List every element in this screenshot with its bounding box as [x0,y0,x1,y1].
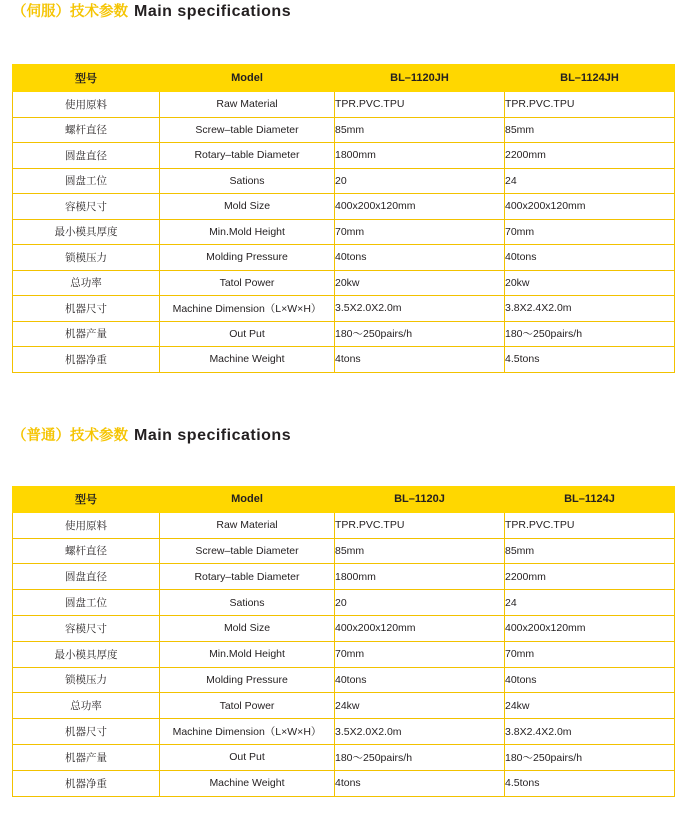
cell-value-b: TPR.PVC.TPU [505,512,675,538]
table-row [13,744,675,770]
cell-label-en: Tatol Power [160,693,335,719]
table-row [13,219,675,245]
table-row [13,296,675,322]
cell-value-a: 180～250pairs/h [335,321,505,347]
column-header-bl1120j: BL–1120J [335,487,505,513]
table-row [13,194,675,220]
table-row [13,117,675,143]
table-row [13,564,675,590]
cell-label-cn: 锁模压力 [13,245,160,271]
cell-value-a: 70mm [335,641,505,667]
section-heading-en: Main specifications [134,427,292,444]
cell-value-a: 4tons [335,347,505,373]
column-header-bl1124j: BL–1124J [505,487,675,513]
cell-value-b: 180～250pairs/h [505,744,675,770]
cell-value-a: 70mm [335,219,505,245]
cell-label-cn: 圆盘直径 [13,143,160,169]
cell-value-b: TPR.PVC.TPU [505,92,675,118]
cell-value-b: 70mm [505,219,675,245]
cell-label-en: Out Put [160,321,335,347]
cell-label-cn: 最小模具厚度 [13,641,160,667]
section-heading-standard [0,424,700,445]
cell-value-b: 4.5tons [505,770,675,796]
cell-label-cn: 圆盘直径 [13,564,160,590]
cell-value-b: 24 [505,168,675,194]
cell-label-cn: 机器尺寸 [13,296,160,322]
cell-value-a: 20 [335,168,505,194]
table-header-row [13,487,675,513]
cell-value-b: 4.5tons [505,347,675,373]
cell-label-en: Min.Mold Height [160,641,335,667]
cell-value-b: 3.8X2.4X2.0m [505,719,675,745]
table-row [13,770,675,796]
cell-value-a: 3.5X2.0X2.0m [335,719,505,745]
cell-value-b: 3.8X2.4X2.0m [505,296,675,322]
cell-label-cn: 容模尺寸 [13,615,160,641]
table-row [13,512,675,538]
cell-label-cn: 总功率 [13,693,160,719]
cell-label-en: Rotary–table Diameter [160,564,335,590]
cell-value-a: 1800mm [335,564,505,590]
cell-value-b: 40tons [505,667,675,693]
table-row [13,693,675,719]
cell-label-en: Min.Mold Height [160,219,335,245]
cell-label-en: Mold Size [160,194,335,220]
table-row [13,168,675,194]
cell-value-b: 85mm [505,117,675,143]
table-header-row [13,65,675,92]
table-row [13,321,675,347]
cell-value-a: 4tons [335,770,505,796]
cell-value-b: 400x200x120mm [505,615,675,641]
cell-label-cn: 最小模具厚度 [13,219,160,245]
cell-label-cn: 使用原料 [13,92,160,118]
table-row [13,641,675,667]
cell-value-b: 400x200x120mm [505,194,675,220]
cell-value-b: 85mm [505,538,675,564]
column-header-model-cn: 型号 [13,65,160,92]
cell-value-a: 180～250pairs/h [335,744,505,770]
cell-value-a: 85mm [335,538,505,564]
table-row [13,667,675,693]
column-header-model-en: Model [160,487,335,513]
cell-label-cn: 锁模压力 [13,667,160,693]
cell-value-b: 180～250pairs/h [505,321,675,347]
cell-value-a: 400x200x120mm [335,615,505,641]
cell-label-en: Tatol Power [160,270,335,296]
cell-label-cn: 总功率 [13,270,160,296]
cell-label-en: Machine Dimension（L×W×H） [160,296,335,322]
cell-label-en: Mold Size [160,615,335,641]
cell-label-cn: 螺杆直径 [13,117,160,143]
cell-value-b: 2200mm [505,143,675,169]
cell-label-en: Raw Material [160,512,335,538]
cell-label-cn: 机器产量 [13,321,160,347]
cell-label-en: Machine Weight [160,770,335,796]
table-row [13,538,675,564]
table-row [13,719,675,745]
table-row [13,615,675,641]
column-header-bl1120jh: BL–1120JH [335,65,505,92]
cell-value-a: 24kw [335,693,505,719]
cell-label-en: Sations [160,590,335,616]
cell-label-en: Molding Pressure [160,667,335,693]
cell-label-cn: 容模尺寸 [13,194,160,220]
cell-value-b: 20kw [505,270,675,296]
cell-value-a: 40tons [335,667,505,693]
spec-table-servo [12,64,675,373]
cell-value-b: 40tons [505,245,675,271]
table-row [13,270,675,296]
column-header-bl1124jh: BL–1124JH [505,65,675,92]
cell-label-en: Raw Material [160,92,335,118]
table-row [13,245,675,271]
cell-label-en: Machine Dimension（L×W×H） [160,719,335,745]
cell-value-b: 24kw [505,693,675,719]
cell-label-cn: 机器净重 [13,770,160,796]
cell-value-a: 400x200x120mm [335,194,505,220]
cell-label-en: Screw–table Diameter [160,117,335,143]
column-header-model-en: Model [160,65,335,92]
cell-value-a: 20 [335,590,505,616]
cell-label-cn: 机器产量 [13,744,160,770]
cell-label-en: Out Put [160,744,335,770]
cell-value-a: 40tons [335,245,505,271]
cell-value-a: TPR.PVC.TPU [335,92,505,118]
cell-label-en: Molding Pressure [160,245,335,271]
cell-label-cn: 机器净重 [13,347,160,373]
cell-label-cn: 使用原料 [13,512,160,538]
cell-value-a: TPR.PVC.TPU [335,512,505,538]
cell-label-en: Screw–table Diameter [160,538,335,564]
servo-spec-section [0,0,700,373]
section-heading-en: Main specifications [134,3,292,20]
section-heading-servo [0,0,700,21]
cell-label-en: Machine Weight [160,347,335,373]
cell-value-b: 2200mm [505,564,675,590]
cell-label-cn: 螺杆直径 [13,538,160,564]
cell-label-en: Rotary–table Diameter [160,143,335,169]
table-row [13,347,675,373]
cell-value-a: 3.5X2.0X2.0m [335,296,505,322]
table-row [13,143,675,169]
section-heading-cn: （普通）技术参数 [12,428,128,444]
cell-value-a: 85mm [335,117,505,143]
cell-value-b: 70mm [505,641,675,667]
cell-label-cn: 机器尺寸 [13,719,160,745]
section-heading-cn: （伺服）技术参数 [12,4,128,20]
cell-label-cn: 圆盘工位 [13,168,160,194]
cell-label-cn: 圆盘工位 [13,590,160,616]
table-row [13,590,675,616]
standard-spec-section [0,424,700,797]
cell-label-en: Sations [160,168,335,194]
spec-table-standard [12,486,675,797]
table-row [13,92,675,118]
column-header-model-cn: 型号 [13,487,160,513]
cell-value-a: 20kw [335,270,505,296]
cell-value-b: 24 [505,590,675,616]
cell-value-a: 1800mm [335,143,505,169]
